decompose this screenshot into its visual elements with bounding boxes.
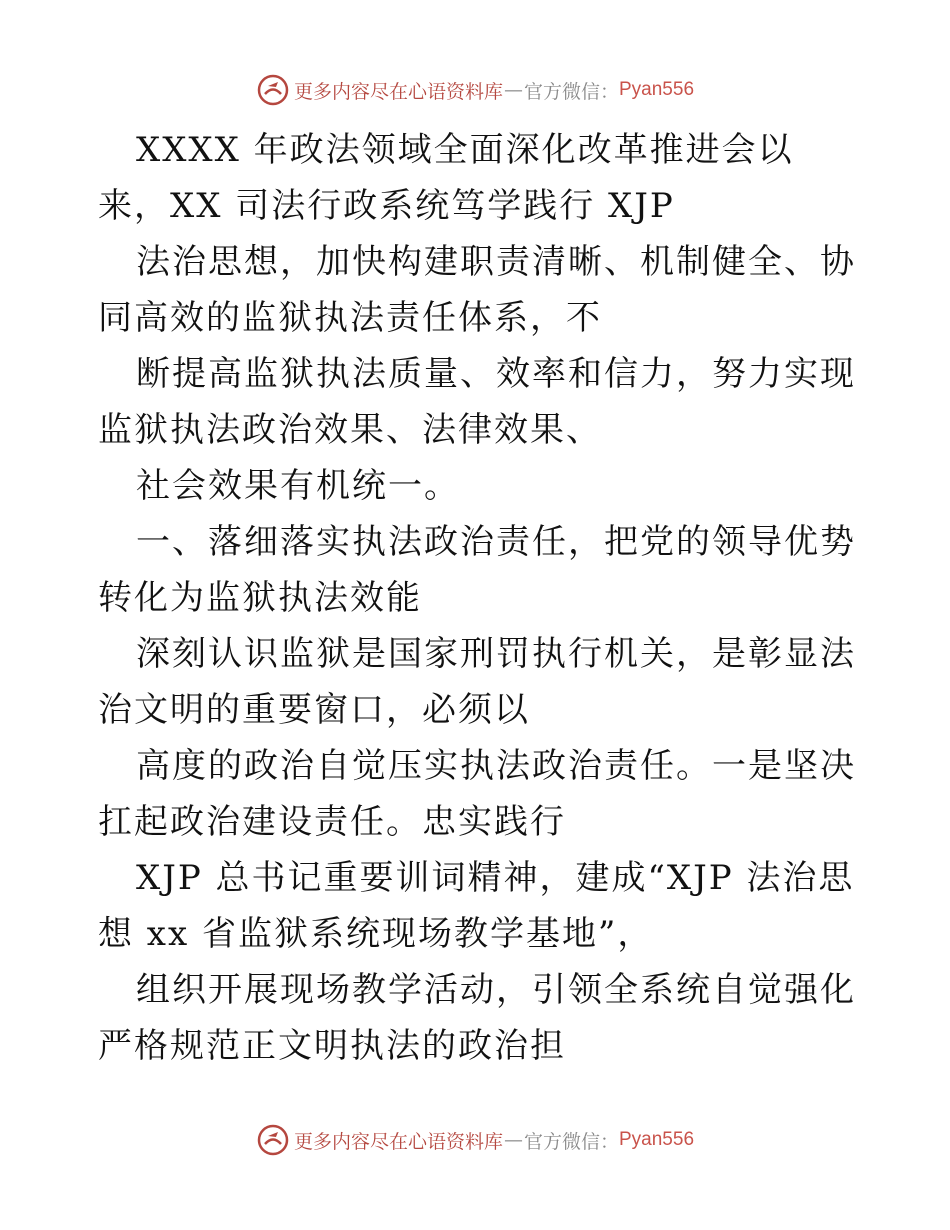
paragraph: 断提高监狱执法质量、效率和信力，努力实现监狱执法政治效果、法律效果、 — [98, 354, 856, 450]
wechat-id: Pyan556 — [619, 79, 695, 100]
banner-separator: — — [503, 79, 523, 101]
book-logo-icon — [256, 1123, 290, 1157]
banner-separator: — — [503, 1129, 523, 1151]
document-body — [98, 122, 858, 1074]
paragraph: 深刻认识监狱是国家刑罚执行机关，是彰显法治文明的重要窗口，必须以 — [98, 634, 856, 730]
section-heading: 一、落细落实执法政治责任，把党的领导优势转化为监狱执法效能 — [98, 522, 856, 618]
paragraph: 社会效果有机统一。 — [136, 466, 460, 506]
paragraph: 高度的政治自觉压实执法政治责任。一是坚决扛起政治建设责任。忠实践行 — [98, 746, 856, 842]
banner-text: 更多内容尽在心语资料库 — [293, 1130, 503, 1153]
paragraph: XJP 总书记重要训词精神，建成“XJP 法治思想 xx 省监狱系统现场教学基地”， — [98, 858, 855, 954]
wechat-id: Pyan556 — [619, 1129, 695, 1150]
paragraph: XXXX 年政法领域全面深化改革推进会以来，XX 司法行政系统笃学践行 XJP — [98, 130, 794, 226]
book-logo-icon — [256, 73, 290, 107]
paragraph: 组织开展现场教学活动，引领全系统自觉强化严格规范正文明执法的政治担 — [98, 970, 856, 1066]
footer-watermark-banner — [0, 1120, 950, 1160]
paragraph: 法治思想，加快构建职责清晰、机制健全、协同高效的监狱执法责任体系，不 — [98, 242, 856, 338]
wechat-label: 官方微信： — [523, 1130, 619, 1153]
banner-text: 更多内容尽在心语资料库 — [293, 80, 503, 103]
header-watermark-banner — [0, 70, 950, 110]
wechat-label: 官方微信： — [523, 80, 619, 103]
